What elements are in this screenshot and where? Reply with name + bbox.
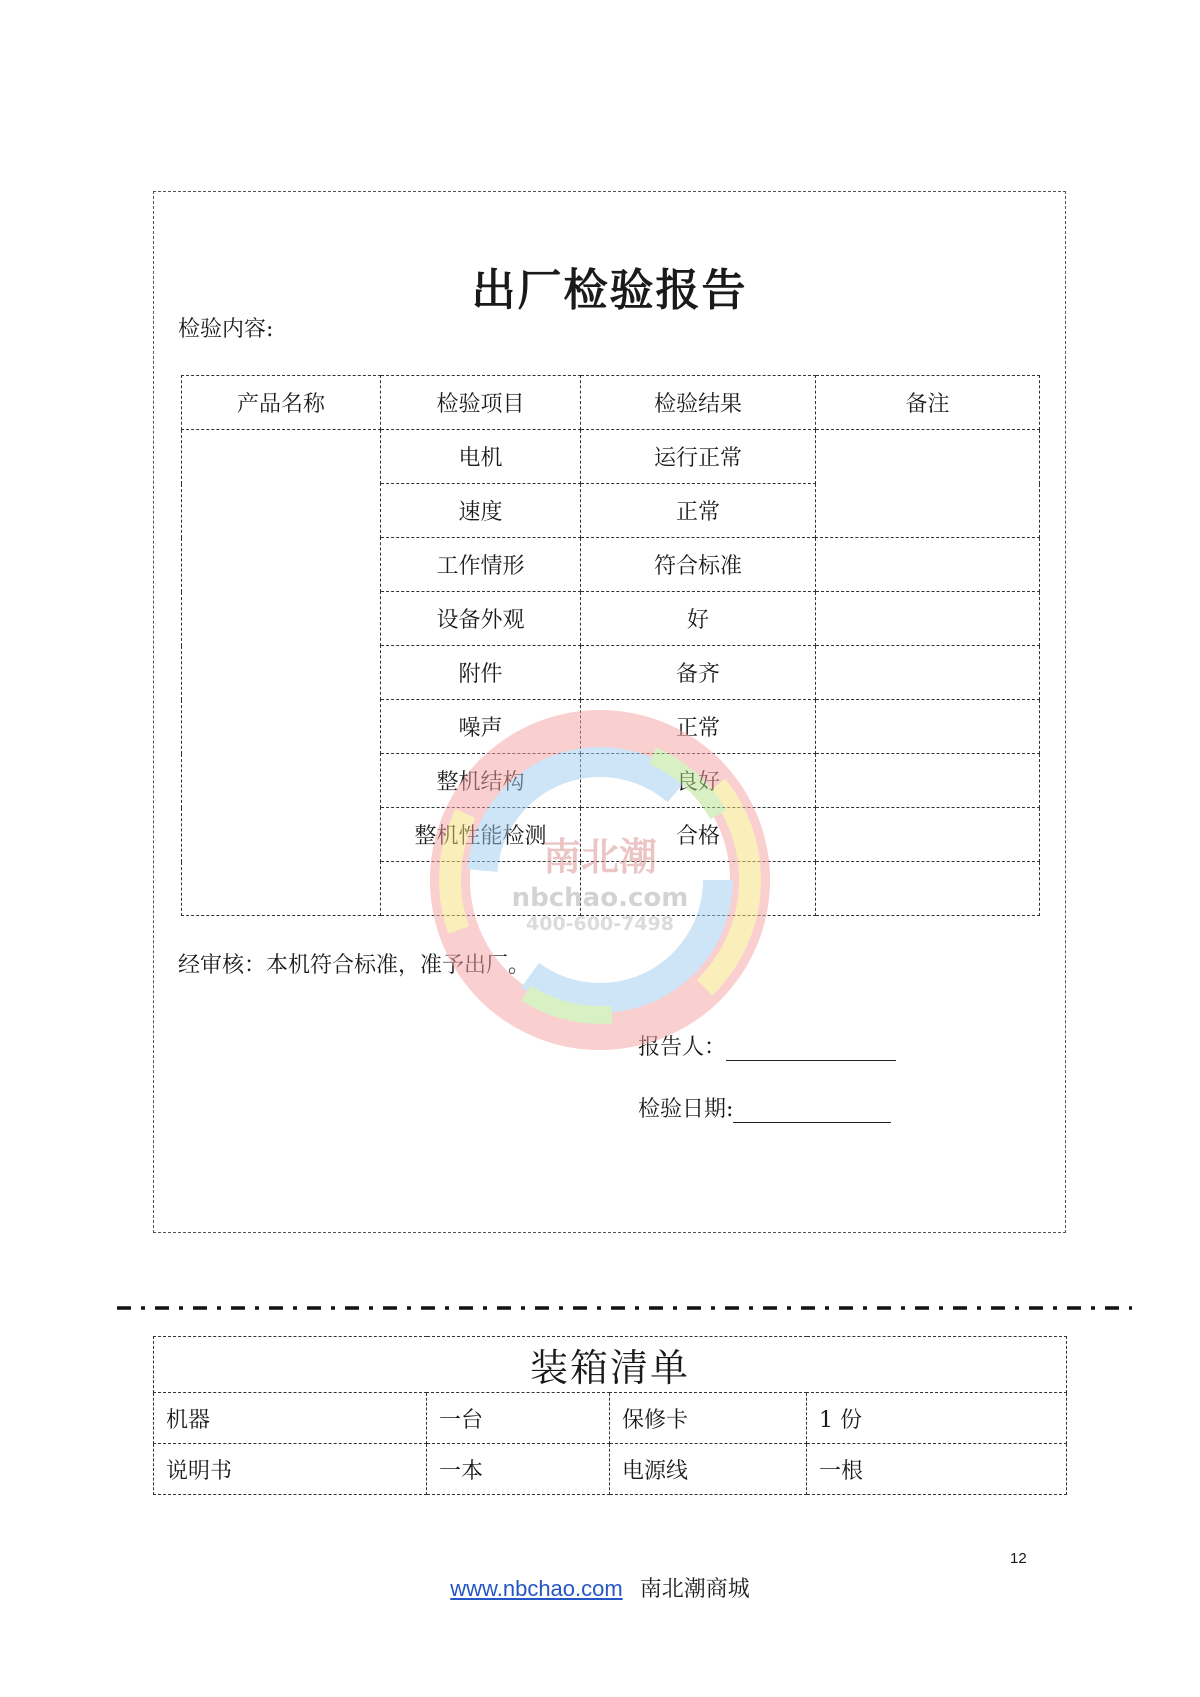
packing-cell: 1 份 xyxy=(807,1393,1067,1444)
item-cell: 设备外观 xyxy=(381,592,581,646)
remarks-cell xyxy=(816,430,1040,538)
packing-cell: 一本 xyxy=(427,1444,610,1495)
footer-website-link[interactable]: www.nbchao.com xyxy=(450,1576,623,1601)
remarks-cell xyxy=(816,700,1040,754)
packing-cell: 一台 xyxy=(427,1393,610,1444)
remarks-cell xyxy=(816,808,1040,862)
packing-cell: 电源线 xyxy=(610,1444,807,1495)
watermark-phone: 400-600-7498 xyxy=(526,913,674,935)
result-cell xyxy=(581,862,816,916)
remarks-cell xyxy=(816,862,1040,916)
report-title: 出厂检验报告 xyxy=(471,265,748,316)
inspection-report-frame xyxy=(153,191,1066,1233)
reporter-label: 报告人： xyxy=(638,1035,727,1060)
item-cell: 整机性能检测 xyxy=(381,808,581,862)
date-signature-line xyxy=(733,1096,891,1123)
inspection-table xyxy=(181,375,1040,916)
packing-list-title: 装箱清单 xyxy=(154,1337,1067,1393)
item-cell xyxy=(381,862,581,916)
date-label: 检验日期: xyxy=(638,1097,734,1122)
reporter-signature-row xyxy=(638,1030,896,1061)
table-row xyxy=(154,1444,1067,1495)
table-row xyxy=(154,1393,1067,1444)
item-cell: 电机 xyxy=(381,430,581,484)
packing-cell: 说明书 xyxy=(154,1444,427,1495)
header-product-name: 产品名称 xyxy=(182,376,381,430)
table-header-row xyxy=(182,376,1040,430)
watermark-brand: 南北潮 xyxy=(542,835,658,879)
remarks-cell xyxy=(816,538,1040,592)
item-cell: 速度 xyxy=(381,484,581,538)
reporter-signature-line xyxy=(726,1034,896,1061)
item-cell: 噪声 xyxy=(381,700,581,754)
item-cell: 附件 xyxy=(381,646,581,700)
remarks-cell xyxy=(816,646,1040,700)
table-row xyxy=(182,430,1040,484)
remarks-cell xyxy=(816,592,1040,646)
review-statement: 经审核：本机符合标准，准予出厂。 xyxy=(178,953,531,978)
result-cell: 好 xyxy=(581,592,816,646)
header-inspection-item: 检验项目 xyxy=(381,376,581,430)
remarks-cell xyxy=(816,754,1040,808)
footer xyxy=(0,1572,1200,1603)
footer-shop-name: 南北潮商城 xyxy=(639,1577,750,1602)
result-cell: 符合标准 xyxy=(581,538,816,592)
packing-cell: 一根 xyxy=(807,1444,1067,1495)
watermark-domain: nbchao.com xyxy=(511,883,689,913)
date-signature-row xyxy=(638,1092,891,1123)
result-cell: 备齐 xyxy=(581,646,816,700)
result-cell: 正常 xyxy=(581,700,816,754)
page-number: 12 xyxy=(1010,1550,1027,1567)
header-inspection-result: 检验结果 xyxy=(581,376,816,430)
result-cell: 合格 xyxy=(581,808,816,862)
item-cell: 工作情形 xyxy=(381,538,581,592)
packing-cell: 保修卡 xyxy=(610,1393,807,1444)
product-name-cell xyxy=(182,430,381,916)
content-label: 检验内容: xyxy=(178,317,274,342)
result-cell: 正常 xyxy=(581,484,816,538)
result-cell: 良好 xyxy=(581,754,816,808)
cut-line-divider xyxy=(117,1306,1132,1310)
item-cell: 整机结构 xyxy=(381,754,581,808)
result-cell: 运行正常 xyxy=(581,430,816,484)
packing-list-table xyxy=(153,1336,1067,1495)
header-remarks: 备注 xyxy=(816,376,1040,430)
packing-cell: 机器 xyxy=(154,1393,427,1444)
